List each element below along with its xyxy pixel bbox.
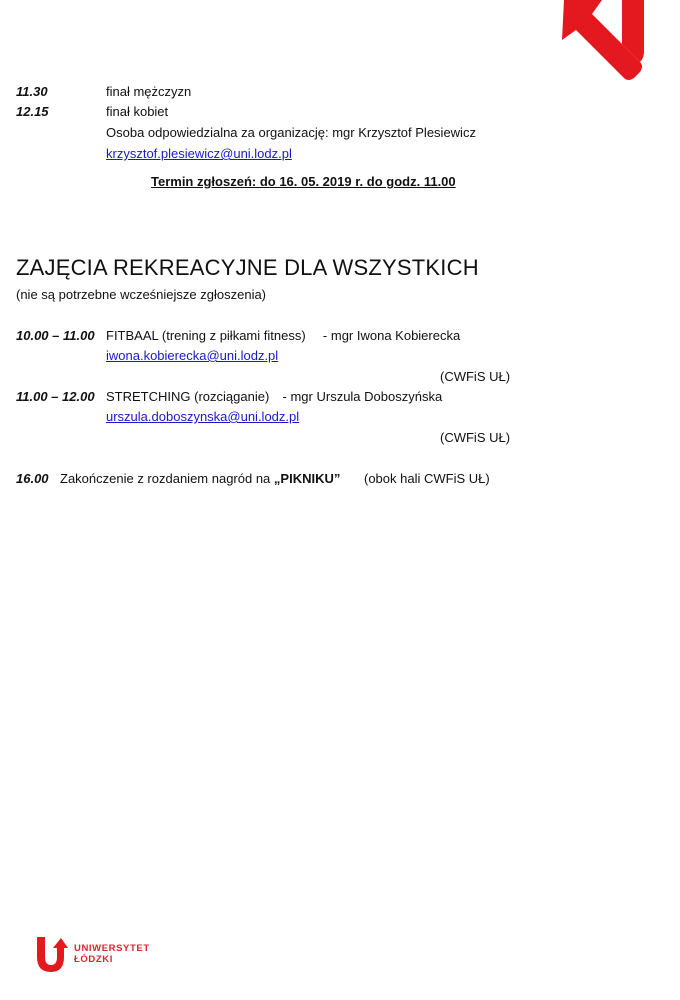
activity-instructor: - mgr Urszula Doboszyńska — [282, 389, 443, 404]
activity-description: (rozciąganie) — [194, 389, 270, 404]
closing-text: Zakończenie z rozdaniem nagród na — [60, 471, 271, 486]
activity-line — [106, 389, 442, 405]
activity-place: (CWFiS UŁ) — [440, 369, 511, 384]
event-final-women: finał kobiet — [106, 104, 169, 119]
picnic-event: „PIKNIKU” — [273, 471, 341, 486]
activity-description: (trening z piłkami fitness) — [161, 328, 306, 343]
activity-time: 10.00 – 11.00 — [16, 328, 95, 343]
registration-deadline: Termin zgłoszeń: do 16. 05. 2019 r. do godz. 11.00 — [151, 174, 456, 189]
ul-u-mark-icon — [34, 935, 68, 973]
closing-place: (obok hali CWFiS UŁ) — [364, 471, 490, 486]
activity-name: STRETCHING — [106, 389, 191, 404]
footer-logo-line2: ŁÓDZKI — [74, 954, 113, 965]
closing-time: 16.00 — [16, 471, 49, 486]
event-final-men: finał mężczyzn — [106, 84, 192, 99]
section-subheading: (nie są potrzebne wcześniejsze zgłoszenia) — [16, 287, 267, 302]
closing-line — [60, 471, 340, 487]
activity-instructor: - mgr Iwona Kobierecka — [322, 328, 461, 343]
activity-time: 11.00 – 12.00 — [16, 389, 95, 404]
activity-place: (CWFiS UŁ) — [440, 430, 511, 445]
organizer-line: Osoba odpowiedzialna za organizację: mgr Krzysztof Plesiewicz — [106, 125, 476, 140]
time-12-15: 12.15 — [16, 104, 49, 119]
activity-name: FITBAAL — [106, 328, 159, 343]
time-11-30: 11.30 — [16, 84, 48, 99]
footer-logo — [34, 934, 150, 974]
instructor-email-link[interactable]: iwona.kobierecka@uni.lodz.pl — [106, 348, 279, 363]
instructor-email-link[interactable]: urszula.doboszynska@uni.lodz.pl — [106, 409, 300, 424]
footer-logo-line1: UNIWERSYTET — [74, 943, 150, 954]
red-arrow-mark-icon — [562, 0, 646, 82]
section-heading: ZAJĘCIA REKREACYJNE DLA WSZYSTKICH — [16, 255, 479, 280]
organizer-email-link[interactable]: krzysztof.plesiewicz@uni.lodz.pl — [106, 146, 292, 161]
activity-line — [106, 328, 460, 344]
